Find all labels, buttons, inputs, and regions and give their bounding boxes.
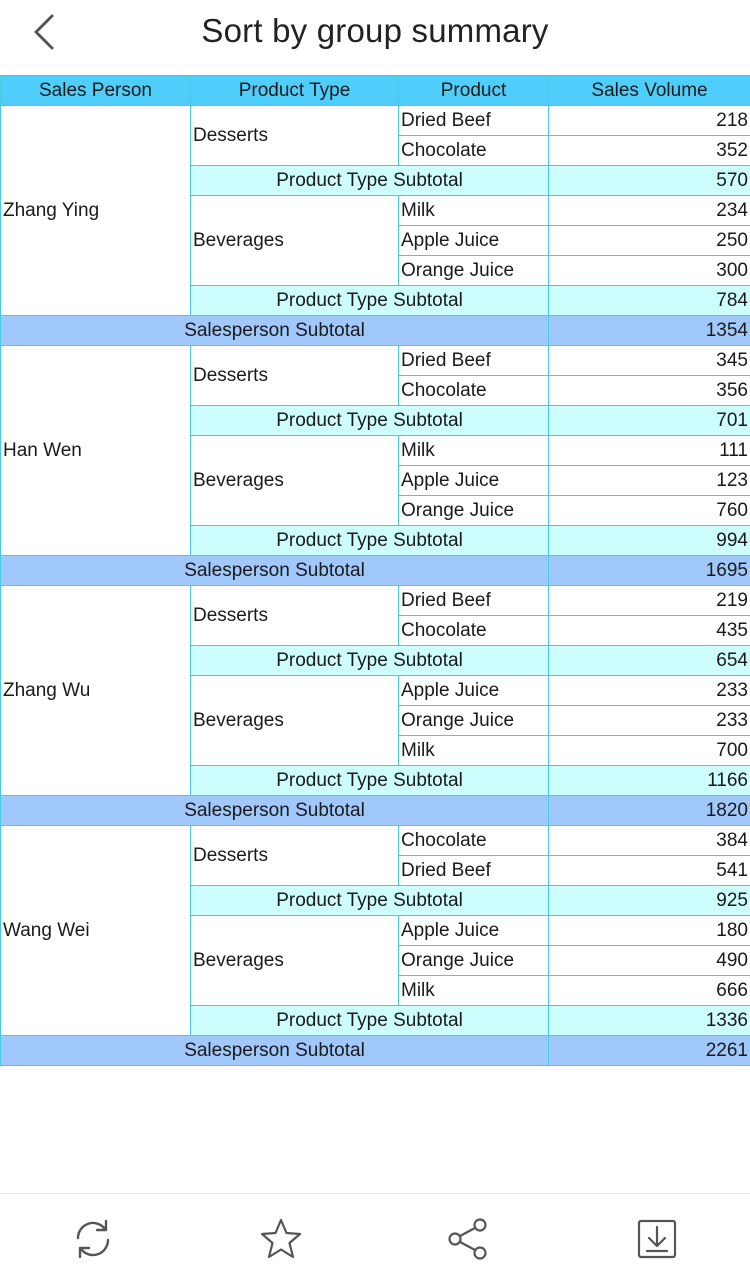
product-cell: Orange Juice [399,946,549,976]
product-type-subtotal-label: Product Type Subtotal [191,646,549,676]
product-type-cell: Desserts [191,346,399,406]
sales-volume-cell: 435 [549,616,750,646]
product-cell: Apple Juice [399,466,549,496]
product-type-subtotal-value: 570 [549,166,750,196]
salesperson-subtotal-label: Salesperson Subtotal [1,1036,549,1066]
sales-volume-cell: 219 [549,586,750,616]
salesperson-subtotal-row [1,796,750,826]
column-header-product: Product [399,76,549,106]
sales-volume-cell: 384 [549,826,750,856]
sales-volume-cell: 111 [549,436,750,466]
product-type-cell: Desserts [191,826,399,886]
sales-volume-cell: 541 [549,856,750,886]
sales-volume-cell: 218 [549,106,750,136]
product-type-subtotal-value: 994 [549,526,750,556]
product-type-subtotal-value: 784 [549,286,750,316]
column-header-sales-person: Sales Person [1,76,191,106]
product-cell: Orange Juice [399,256,549,286]
sales-volume-cell: 490 [549,946,750,976]
product-cell: Milk [399,196,549,226]
product-type-subtotal-value: 1336 [549,1006,750,1036]
sales-volume-cell: 233 [549,706,750,736]
sales-volume-cell: 356 [549,376,750,406]
product-cell: Milk [399,736,549,766]
sales-volume-cell: 300 [549,256,750,286]
product-cell: Chocolate [399,616,549,646]
product-cell: Milk [399,976,549,1006]
sales-volume-cell: 233 [549,676,750,706]
download-button[interactable] [634,1216,680,1262]
share-icon [444,1216,490,1262]
product-cell: Dried Beef [399,856,549,886]
table-header-row [1,76,750,106]
product-type-subtotal-label: Product Type Subtotal [191,526,549,556]
product-type-subtotal-label: Product Type Subtotal [191,1006,549,1036]
sales-person-cell: Wang Wei [1,826,191,1036]
product-type-subtotal-value: 1166 [549,766,750,796]
product-cell: Orange Juice [399,496,549,526]
share-button[interactable] [444,1216,490,1262]
sales-volume-cell: 250 [549,226,750,256]
sales-report-table [0,75,750,1066]
sales-person-cell: Han Wen [1,346,191,556]
product-type-subtotal-label: Product Type Subtotal [191,406,549,436]
table-row [1,586,750,616]
product-type-subtotal-label: Product Type Subtotal [191,166,549,196]
product-type-subtotal-label: Product Type Subtotal [191,886,549,916]
product-type-cell: Beverages [191,676,399,766]
product-cell: Dried Beef [399,346,549,376]
product-type-subtotal-value: 701 [549,406,750,436]
salesperson-subtotal-label: Salesperson Subtotal [1,316,549,346]
salesperson-subtotal-value: 1695 [549,556,750,586]
sales-person-cell: Zhang Wu [1,586,191,796]
product-type-subtotal-label: Product Type Subtotal [191,286,549,316]
salesperson-subtotal-value: 2261 [549,1036,750,1066]
product-type-cell: Beverages [191,196,399,286]
sales-volume-cell: 180 [549,916,750,946]
product-cell: Dried Beef [399,586,549,616]
download-icon [634,1216,680,1262]
refresh-icon [70,1216,116,1262]
product-cell: Dried Beef [399,106,549,136]
product-type-cell: Beverages [191,916,399,1006]
report-body [1,106,750,1066]
salesperson-subtotal-label: Salesperson Subtotal [1,556,549,586]
salesperson-subtotal-value: 1820 [549,796,750,826]
star-icon [258,1216,304,1262]
column-header-sales-volume: Sales Volume [549,76,750,106]
page-title: Sort by group summary [201,12,549,49]
sales-volume-cell: 234 [549,196,750,226]
product-type-cell: Desserts [191,586,399,646]
product-cell: Orange Juice [399,706,549,736]
sales-volume-cell: 760 [549,496,750,526]
table-row [1,346,750,376]
table-row [1,826,750,856]
product-cell: Apple Juice [399,916,549,946]
product-cell: Chocolate [399,826,549,856]
product-type-cell: Beverages [191,436,399,526]
salesperson-subtotal-label: Salesperson Subtotal [1,796,549,826]
sales-person-cell: Zhang Ying [1,106,191,316]
salesperson-subtotal-row [1,1036,750,1066]
product-cell: Apple Juice [399,676,549,706]
product-cell: Chocolate [399,376,549,406]
nav-header [0,0,750,75]
product-type-cell: Desserts [191,106,399,166]
product-type-subtotal-value: 925 [549,886,750,916]
refresh-button[interactable] [70,1216,116,1262]
sales-volume-cell: 666 [549,976,750,1006]
column-header-product-type: Product Type [191,76,399,106]
sales-volume-cell: 345 [549,346,750,376]
product-cell: Milk [399,436,549,466]
sales-volume-cell: 352 [549,136,750,166]
table-row [1,106,750,136]
salesperson-subtotal-row [1,556,750,586]
sales-volume-cell: 123 [549,466,750,496]
salesperson-subtotal-row [1,316,750,346]
sales-volume-cell: 700 [549,736,750,766]
product-type-subtotal-value: 654 [549,646,750,676]
salesperson-subtotal-value: 1354 [549,316,750,346]
bottom-toolbar [0,1193,750,1281]
product-cell: Apple Juice [399,226,549,256]
product-type-subtotal-label: Product Type Subtotal [191,766,549,796]
favorite-button[interactable] [258,1216,304,1262]
product-cell: Chocolate [399,136,549,166]
